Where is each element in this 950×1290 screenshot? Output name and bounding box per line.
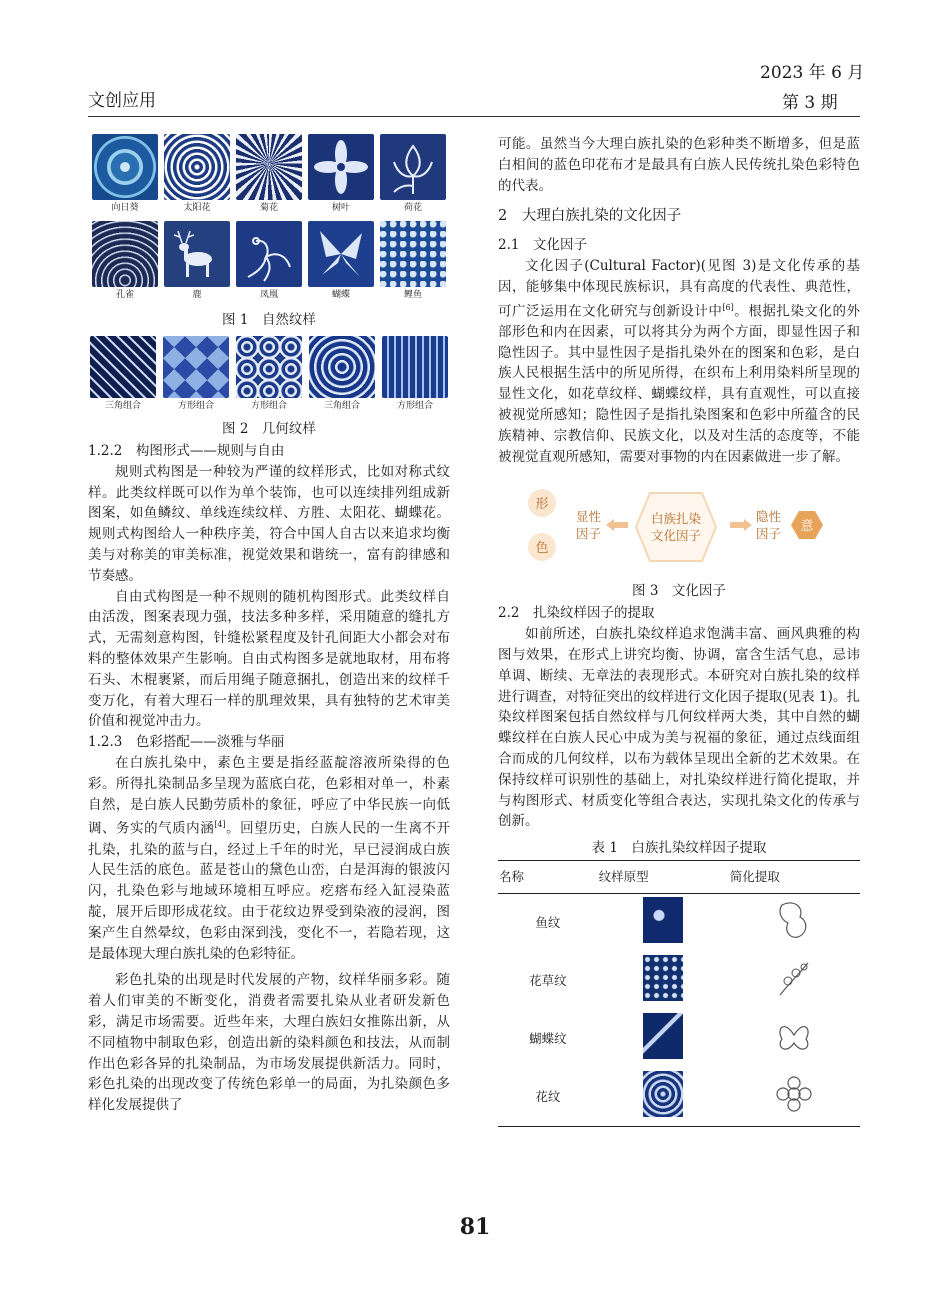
svg-text:因子: 因子 bbox=[756, 526, 782, 542]
pattern-tile: 荷花 bbox=[380, 134, 446, 215]
butterfly-outline-icon bbox=[774, 1013, 814, 1059]
paragraph: 自由式构图是一种不规则的随机构图形式。此类纹样自由活泼，图案表现力强，技法多种多样，采用随意的缝扎方式，无需刻意构图，针缝松紧程度及针孔间距大小都会对布料的整体效果产生影响。自由式构图多是就地取材，用布将石头、木棍裹紧，而后用绳子随意捆扎，创造出来的纹样千变万化，有着大理石一样的肌理效果，具有独特的艺术审美价值和视觉冲击力。 bbox=[88, 588, 450, 730]
right-arrow-icon bbox=[730, 519, 752, 531]
svg-text:白族扎染: 白族扎染 bbox=[650, 511, 702, 527]
heading-1-2-2: 1.2.2 构图形式——规则与自由 bbox=[88, 443, 285, 459]
svg-text:色: 色 bbox=[535, 541, 549, 557]
header-rule bbox=[88, 116, 860, 117]
flower-outline-icon bbox=[774, 1071, 814, 1117]
pattern-tile: 三角组合 bbox=[90, 336, 156, 413]
paragraph: 彩色扎染的出现是时代发展的产物，纹样华丽多彩。随着人们审美的不断变化，消费者需要扎染从业者研发新色彩，满足市场需要。近些年来，大理白族妇女推陈出新，从不同植物中制取色彩，创造出新的染料颜色和技法，从而制作出色彩各异的扎染制品，为市场发展提供新活力。同时，彩色扎染的出现改变了传统色彩单一的局面，为扎染颜色多样化发展提供了 bbox=[88, 972, 450, 1114]
right-column bbox=[498, 134, 860, 1127]
chrysanthemum-pattern-icon bbox=[236, 134, 302, 200]
issue-date: 2023 年 6 月 bbox=[760, 63, 865, 83]
svg-text:文化因子: 文化因子 bbox=[650, 528, 702, 544]
row-name: 鱼纹 bbox=[535, 914, 561, 930]
table-row bbox=[498, 894, 860, 953]
pattern-tile: 方形组合 bbox=[163, 336, 229, 413]
center-hexagon bbox=[636, 493, 716, 561]
page-number: 81 bbox=[459, 1214, 491, 1240]
left-column bbox=[88, 134, 450, 1116]
row-name: 花草纹 bbox=[529, 972, 567, 988]
explicit-factor-label: 显性 bbox=[576, 509, 602, 525]
fish-prototype-icon bbox=[643, 897, 683, 943]
figure-2-caption: 图 2 几何纹样 bbox=[222, 421, 316, 437]
paragraph: 规则式构图是一种较为严谨的纹样形式，比如对称式纹样。此类纹样既可以作为单个装饰，也可以连续排列组成新图案，如鱼鳞纹、单线连续纹样、方胜、太阳花、蝴蝶花。规则式构图给人一种秩序美，符合中国人自古以来追求均衡美与对称美的审美标准，视觉效果和谐统一，富有韵律感和节奏感。 bbox=[88, 463, 450, 584]
deer-pattern-icon bbox=[164, 221, 230, 287]
square-combination-icon bbox=[163, 336, 229, 398]
pattern-tile: 树叶 bbox=[308, 134, 374, 215]
table-header-row bbox=[498, 861, 860, 894]
flower-prototype-icon bbox=[643, 1071, 683, 1117]
citation-ref[interactable]: [6] bbox=[722, 302, 734, 312]
triangle-combination-icon bbox=[309, 336, 375, 398]
heading-2: 2 大理白族扎染的文化因子 bbox=[498, 208, 682, 225]
figure-2 bbox=[88, 336, 450, 439]
left-arrow-icon bbox=[606, 519, 628, 531]
table-row bbox=[498, 1068, 860, 1127]
pattern-tile: 孔雀 bbox=[92, 221, 158, 302]
pattern-tile: 蝴蝶 bbox=[308, 221, 374, 302]
triangle-combination-icon bbox=[90, 336, 156, 398]
figure-1 bbox=[88, 134, 450, 330]
figure-1-caption: 图 1 自然纹样 bbox=[222, 312, 316, 328]
figure-1-row-1 bbox=[88, 134, 450, 215]
figure-2-row bbox=[88, 336, 450, 413]
flower-grass-outline-icon bbox=[774, 955, 814, 1001]
svg-text:因子: 因子 bbox=[576, 526, 602, 542]
table-row bbox=[498, 952, 860, 1010]
butterfly-pattern-icon bbox=[308, 221, 374, 287]
figure-1-row-2 bbox=[88, 221, 450, 302]
carp-pattern-icon bbox=[380, 221, 446, 287]
issue-number: 第 3 期 bbox=[782, 93, 838, 113]
citation-ref[interactable]: [4] bbox=[214, 820, 226, 830]
sunflower-pattern-icon bbox=[92, 134, 158, 200]
implicit-factor-label: 隐性 bbox=[756, 509, 782, 525]
paragraph: 如前所述，白族扎染纹样追求饱满丰富、画风典雅的构图与效果，在形式上讲究均衡、协调，富含生活气息，忌讳单调、断续、无章法的表现形式。本研究对白族扎染的纹样进行调查，对特征突出的纹样进行文化因子提取(见表 1)。扎染纹样图案包括自然纹样与几何纹样两大类，其中自然的蝴蝶纹样在白族人民心中成为美与祝福的象征，通过点线面组合而成的几何纹样，以布为载体呈现出全新的艺术效果。在保持纹样可识别性的基础上，对扎染纹样进行简化提取，并与构图形式、材质变化等组合表达，实现扎染文化的传承与创新。 bbox=[498, 626, 860, 830]
figure-3-diagram bbox=[498, 475, 860, 575]
square-combination-icon bbox=[236, 336, 302, 398]
column-header: 名称 bbox=[498, 861, 598, 894]
heading-1-2-3: 1.2.3 色彩搭配——淡雅与华丽 bbox=[88, 734, 285, 751]
se-node bbox=[528, 533, 556, 561]
pattern-tile: 菊花 bbox=[236, 134, 302, 215]
pattern-tile: 太阳花 bbox=[164, 134, 230, 215]
xing-node bbox=[528, 489, 556, 517]
column-header: 简化提取 bbox=[729, 861, 860, 894]
phoenix-pattern-icon bbox=[236, 221, 302, 287]
peacock-pattern-icon bbox=[92, 221, 158, 287]
paragraph: 在白族扎染中，素色主要是指经蓝靛溶液所染得的色彩。所得扎染制品多呈现为蓝底白花，色彩相对单一，朴素自然，是白族人民勤劳质朴的象征，呼应了中华民族一向低调、务实的气质内涵[4]。回望历史，白族人民的一生离不开扎染，扎染的蓝与白，经过上千年的时光，早已浸润成白族人民生活的底色。蓝是苍山的黛色山峦，白是洱海的银波闪闪，扎染色彩与地域环境相互呼应。疙瘩布经入缸浸染蓝靛，展开后即形成花纹。由于花纹边界受到染液的浸润，图案产生自然晕纹，色彩由深到浅，变化不一，若隐若现，这是最体现大理白族扎染的色彩特征。 bbox=[88, 754, 451, 962]
column-header: 纹样原型 bbox=[598, 861, 729, 894]
paragraph: 文化因子(Cultural Factor)(见图 3)是文化传承的基因，能够集中体现民族标识，具有高度的代表性、典范性，可广泛运用在文化研究与创新设计中[6]。根据扎染文化的外部形色和内在因素，可以将其分为两个方面，即显性因子和隐性因子。其中显性因子是指扎染外在的图案和色彩，是白族人民根据生活中的所见所得，在织布上利用染料所呈现的显性文化，如花草纹样、蝴蝶纹样，具有直观性，可以直接被视觉所感知；隐性因子是指扎染图案和色彩中所蕴含的民族精神、宗教信仰、民族文化，以及对生活的态度等，不能被视觉直观所感知，需要对事物的内在因素做进一步了解。 bbox=[498, 257, 861, 465]
issue-info bbox=[760, 58, 864, 118]
row-name: 蝴蝶纹 bbox=[529, 1030, 567, 1046]
pattern-tile: 方形组合 bbox=[236, 336, 302, 413]
svg-text:意: 意 bbox=[800, 519, 814, 535]
pattern-tile: 方形组合 bbox=[382, 336, 448, 413]
lotus-pattern-icon bbox=[380, 134, 446, 200]
heading-2-1: 2.1 文化因子 bbox=[498, 237, 587, 254]
table-1-caption: 表 1 白族扎染纹样因子提取 bbox=[591, 840, 767, 857]
table-row bbox=[498, 1010, 860, 1068]
sun-flower-pattern-icon bbox=[164, 134, 230, 200]
row-name: 花纹 bbox=[498, 1068, 598, 1127]
pattern-tile: 三角组合 bbox=[309, 336, 375, 413]
fish-outline-icon bbox=[774, 897, 814, 943]
paragraph: 可能。虽然当今大理白族扎染的色彩种类不断增多，但是蓝白相间的蓝色印花布才是最具有白族人民传统扎染色彩特色的代表。 bbox=[498, 136, 860, 194]
yi-node bbox=[791, 511, 823, 539]
pattern-tile: 鹿 bbox=[164, 221, 230, 302]
svg-text:形: 形 bbox=[535, 497, 549, 513]
flower-grass-prototype-icon bbox=[643, 955, 683, 1001]
square-combination-icon bbox=[382, 336, 448, 398]
table-1 bbox=[498, 860, 860, 1127]
figure-3-caption: 图 3 文化因子 bbox=[632, 583, 726, 600]
butterfly-prototype-icon bbox=[643, 1013, 683, 1059]
leaf-pattern-icon bbox=[308, 134, 374, 200]
pattern-tile: 向日葵 bbox=[92, 134, 158, 215]
heading-2-2: 2.2 扎染纹样因子的提取 bbox=[498, 605, 655, 622]
pattern-tile: 鲤鱼 bbox=[380, 221, 446, 302]
pattern-tile: 凤凰 bbox=[236, 221, 302, 302]
journal-section: 文创应用 bbox=[88, 91, 156, 111]
